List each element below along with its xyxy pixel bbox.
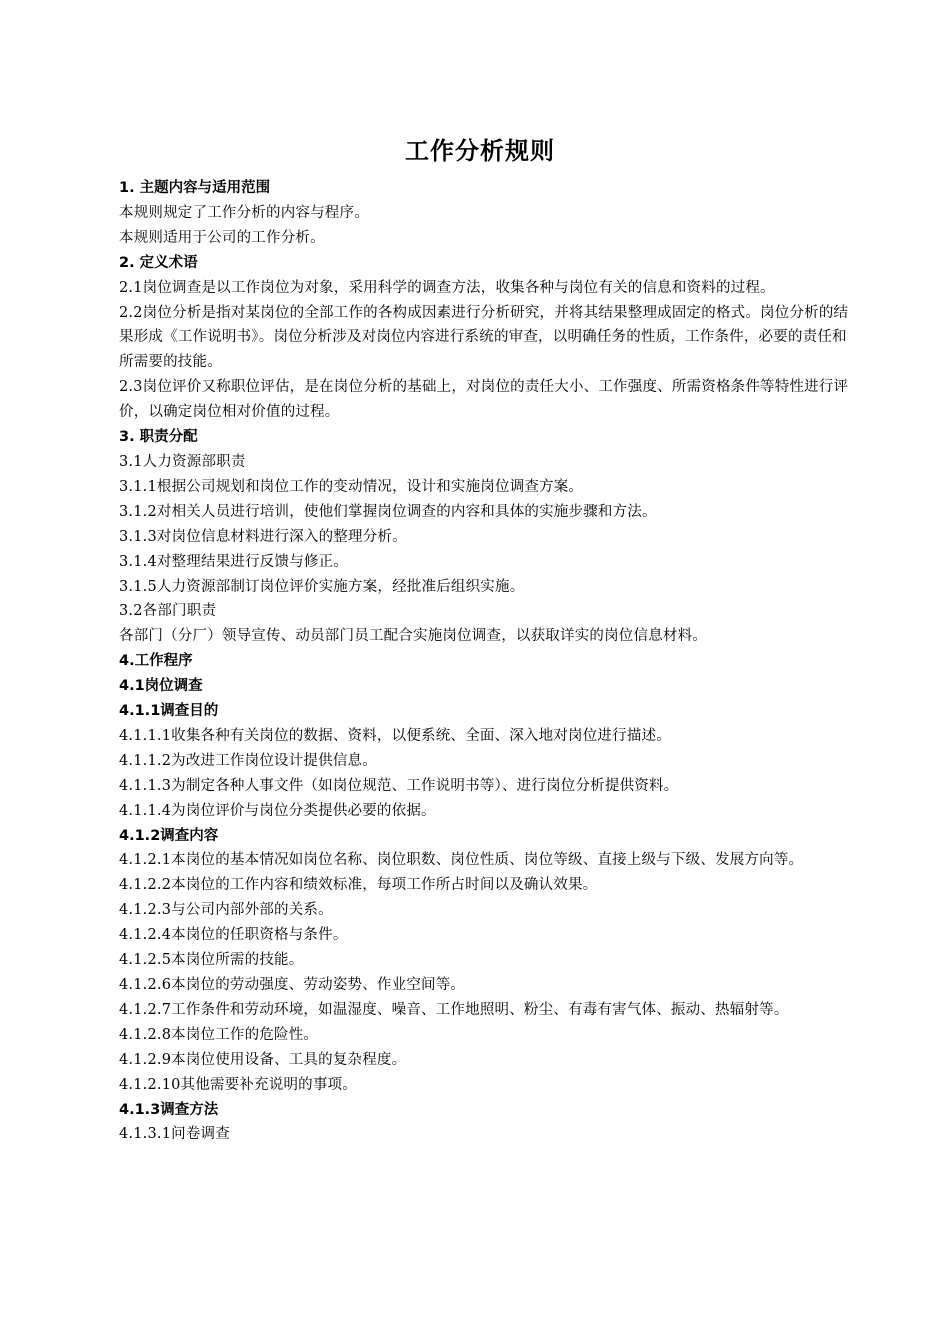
paragraph: 3.1人力资源部职责 [119,453,246,470]
paragraph: 3.1.2对相关人员进行培训，使他们掌握岗位调查的内容和具体的实施步骤和方法。 [119,503,657,520]
section-heading: 2. 定义术语 [119,254,198,271]
section-heading: 4.1.2调查内容 [119,827,219,844]
paragraph: 4.1.2.3与公司内部外部的关系。 [119,902,333,919]
paragraph: 3.1.1根据公司规划和岗位工作的变动情况，设计和实施岗位调查方案。 [119,478,584,495]
paragraph: 4.1.2.5本岗位所需的技能。 [119,952,304,969]
document-body [119,176,854,1147]
paragraph: 本规则规定了工作分析的内容与程序。 [119,204,369,221]
paragraph: 4.1.3.1问卷调查 [119,1126,230,1143]
paragraph: 3.2各部门职责 [119,603,217,620]
paragraph: 4.1.2.8本岗位工作的危险性。 [119,1026,319,1043]
paragraph: 4.1.1.2为改进工作岗位设计提供信息。 [119,752,377,769]
paragraph: 4.1.1.1收集各种有关岗位的数据、资料，以便系统、全面、深入地对岗位进行描述。 [119,727,671,744]
paragraph: 4.1.2.7工作条件和劳动环境，如温湿度、噪音、工作地照明、粉尘、有毒有害气体、振动、热辐射等。 [119,1001,789,1018]
paragraph: 4.1.1.4为岗位评价与岗位分类提供必要的依据。 [119,802,436,819]
paragraph: 3.1.5人力资源部制订岗位评价实施方案，经批准后组织实施。 [119,578,525,595]
paragraph: 4.1.2.10其他需要补充说明的事项。 [119,1076,357,1093]
paragraph: 各部门（分厂）领导宣传、动员部门员工配合实施岗位调查，以获取详实的岗位信息材料。 [119,628,707,645]
section-heading: 1. 主题内容与适用范围 [119,180,271,196]
paragraph: 2.3岗位评价又称职位评估，是在岗位分析的基础上，对岗位的责任大小、工作强度、所需资格条件等特性进行评价，以确定岗位相对价值的过程。 [119,379,849,421]
section-heading: 4.1.1调查目的 [119,703,219,720]
document-title: 工作分析规则 [405,137,555,165]
section-heading: 4.1.3调查方法 [119,1101,219,1118]
section-heading: 4.1岗位调查 [119,678,203,695]
paragraph: 4.1.2.4本岗位的任职资格与条件。 [119,927,348,944]
section-heading: 3. 职责分配 [119,429,198,446]
paragraph: 4.1.1.3为制定各种人事文件（如岗位规范、工作说明书等）、进行岗位分析提供资料。 [119,777,679,794]
paragraph: 4.1.2.9本岗位使用设备、工具的复杂程度。 [119,1051,407,1068]
paragraph: 3.1.4对整理结果进行反馈与修正。 [119,553,348,570]
paragraph: 4.1.2.6本岗位的劳动强度、劳动姿势、作业空间等。 [119,977,466,993]
paragraph: 4.1.2.1本岗位的基本情况如岗位名称、岗位职数、岗位性质、岗位等级、直接上级与下级、发展方向等。 [119,852,804,869]
paragraph: 4.1.2.2本岗位的工作内容和绩效标准，每项工作所占时间以及确认效果。 [119,877,598,894]
paragraph: 本规则适用于公司的工作分析。 [119,229,325,246]
section-heading: 4.工作程序 [119,653,193,670]
paragraph: 2.2岗位分析是指对某岗位的全部工作的各构成因素进行分析研究，并将其结果整理成固定的格式。岗位分析的结果形成《工作说明书》。岗位分析涉及对岗位内容进行系统的审查，以明确任务的性质，工作条件，必要的责任和所需要的技能。 [119,304,849,371]
paragraph: 3.1.3对岗位信息材料进行深入的整理分析。 [119,528,407,545]
paragraph: 2.1岗位调查是以工作岗位为对象，采用科学的调查方法，收集各种与岗位有关的信息和资料的过程。 [119,279,775,296]
